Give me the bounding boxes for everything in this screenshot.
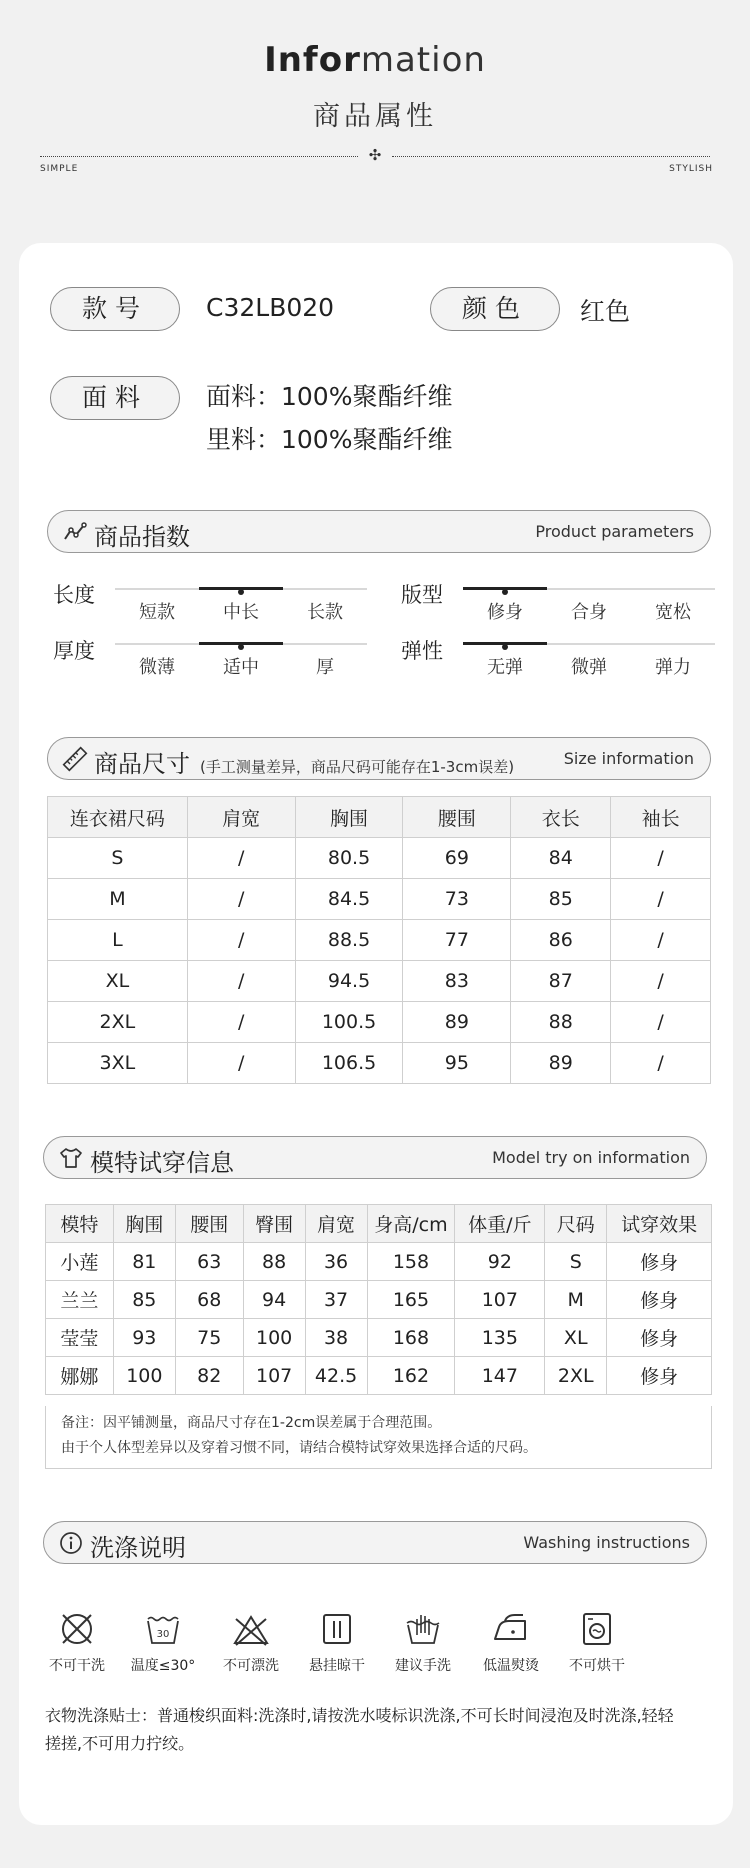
- tag-simple: SIMPLE: [40, 164, 79, 174]
- size-header-cell: 袖长: [611, 797, 711, 838]
- wash-label-hand-wash: 建议手洗: [395, 1658, 451, 1674]
- size-table-row: [48, 838, 711, 879]
- params-title: 商品指数: [94, 523, 190, 551]
- model-table-cell: 158: [367, 1243, 455, 1281]
- size-table-cell: 87: [511, 961, 611, 1002]
- fabric-line-2: 里料：100%聚酯纤维: [206, 425, 453, 454]
- low-iron-icon: [491, 1609, 531, 1649]
- model-table-cell: 82: [175, 1357, 243, 1395]
- wash-item-no-bleach: [205, 1609, 297, 1675]
- tshirt-icon: [58, 1145, 84, 1171]
- model-table: [45, 1204, 712, 1395]
- size-table-cell: 89: [511, 1043, 611, 1084]
- hand-wash-icon: [403, 1609, 443, 1649]
- model-table-cell: 68: [175, 1281, 243, 1319]
- param-label-1: 版型: [401, 583, 443, 607]
- size-table-cell: XL: [48, 961, 188, 1002]
- model-table-cell: 38: [305, 1319, 367, 1357]
- model-header-cell: 腰围: [175, 1205, 243, 1243]
- param-option-0-2: 长款: [307, 602, 343, 623]
- params-section-header: [47, 510, 711, 553]
- model-table-row: [46, 1281, 712, 1319]
- color-label: 颜色: [430, 287, 560, 331]
- model-header-cell: 模特: [46, 1205, 114, 1243]
- param-option-3-0: 无弹: [487, 657, 523, 678]
- hang-dry-icon: [317, 1609, 357, 1649]
- param-selected-dot-0: [238, 589, 244, 595]
- model-table-row: [46, 1357, 712, 1395]
- model-header-cell: 身高/cm: [367, 1205, 455, 1243]
- model-header-cell: 臀围: [243, 1205, 305, 1243]
- header-title: [0, 40, 750, 80]
- model-table-cell: 36: [305, 1243, 367, 1281]
- wash-label-low-iron: 低温熨烫: [483, 1658, 539, 1674]
- param-label-3: 弹性: [401, 639, 443, 663]
- size-table-cell: /: [187, 1043, 295, 1084]
- model-note-2: 由于个人体型差异以及穿着习惯不同，请结合模特试穿效果选择合适的尺码。: [61, 1440, 537, 1456]
- size-header-row: [48, 797, 711, 838]
- style-number-value: C32LB020: [206, 293, 335, 322]
- size-header-cell: 连衣裙尺码: [48, 797, 188, 838]
- size-title: [94, 744, 514, 779]
- model-header-cell: 试穿效果: [607, 1205, 712, 1243]
- model-table-cell: S: [545, 1243, 607, 1281]
- model-table-cell: 162: [367, 1357, 455, 1395]
- size-table-cell: 2XL: [48, 1002, 188, 1043]
- cross-ornament-icon: ✣: [368, 146, 382, 164]
- wash-label-hang-dry: 悬挂晾干: [309, 1658, 365, 1674]
- size-header-cell: 肩宽: [187, 797, 295, 838]
- model-table-cell: 修身: [607, 1319, 712, 1357]
- param-option-1-1: 合身: [571, 602, 607, 623]
- model-table-cell: 107: [455, 1281, 545, 1319]
- model-table-cell: 168: [367, 1319, 455, 1357]
- trend-chart-icon: [62, 519, 88, 545]
- model-table-cell: 2XL: [545, 1357, 607, 1395]
- color-value: 红色: [580, 297, 631, 326]
- model-note-1: 备注：因平铺测量，商品尺寸存在1-2cm误差属于合理范围。: [61, 1415, 442, 1431]
- wash-label-no-dry-clean: 不可干洗: [49, 1658, 105, 1674]
- param-option-1-2: 宽松: [655, 602, 691, 623]
- size-title-text: 商品尺寸: [94, 750, 190, 778]
- size-table-cell: 77: [403, 920, 511, 961]
- size-table-cell: 88: [511, 1002, 611, 1043]
- param-option-2-0: 微薄: [139, 657, 175, 678]
- param-option-1-0: 修身: [487, 602, 523, 623]
- washing-title-en: Washing instructions: [523, 1533, 690, 1552]
- model-table-cell: 165: [367, 1281, 455, 1319]
- model-table-cell: 75: [175, 1319, 243, 1357]
- wash-temp-number: 30: [156, 1629, 170, 1640]
- model-table-cell: 莹莹: [46, 1319, 114, 1357]
- model-table-cell: 63: [175, 1243, 243, 1281]
- param-selected-dot-3: [502, 644, 508, 650]
- wash-item-low-iron: [465, 1609, 557, 1675]
- model-table-cell: 修身: [607, 1357, 712, 1395]
- model-header-cell: 尺码: [545, 1205, 607, 1243]
- size-section-header: [47, 737, 711, 780]
- divider-left: [40, 156, 358, 157]
- style-number-label: 款号: [50, 287, 180, 331]
- wash-label-temp: 温度≤30°: [130, 1658, 196, 1674]
- size-table-row: [48, 920, 711, 961]
- param-selected-dot-1: [502, 589, 508, 595]
- wash-label-no-bleach: 不可漂洗: [223, 1658, 279, 1674]
- size-table-cell: 84.5: [295, 879, 403, 920]
- header-title-bold: Infor: [264, 40, 361, 80]
- tag-stylish: STYLISH: [669, 164, 713, 174]
- model-table-cell: 94: [243, 1281, 305, 1319]
- model-table-cell: 兰兰: [46, 1281, 114, 1319]
- model-table-cell: 93: [113, 1319, 175, 1357]
- model-header-cell: 肩宽: [305, 1205, 367, 1243]
- model-table-cell: 小莲: [46, 1243, 114, 1281]
- size-table-cell: 3XL: [48, 1043, 188, 1084]
- wash-item-no-dry-clean: [31, 1609, 123, 1675]
- param-option-3-2: 弹力: [655, 657, 691, 678]
- size-table-cell: /: [187, 879, 295, 920]
- washing-tip: [45, 1702, 717, 1758]
- model-section-header: [43, 1136, 707, 1179]
- model-table-cell: 37: [305, 1281, 367, 1319]
- washing-section-header: [43, 1521, 707, 1564]
- model-table-cell: M: [545, 1281, 607, 1319]
- size-table-cell: M: [48, 879, 188, 920]
- model-header-row: [46, 1205, 712, 1243]
- model-table-cell: 42.5: [305, 1357, 367, 1395]
- size-table-cell: /: [187, 838, 295, 879]
- wash-item-temp: [117, 1609, 209, 1675]
- size-table-cell: /: [187, 920, 295, 961]
- param-label-0: 长度: [53, 583, 95, 607]
- param-option-0-1: 中长: [223, 602, 259, 623]
- size-table-cell: S: [48, 838, 188, 879]
- model-title-en: Model try on information: [492, 1148, 690, 1167]
- size-header-cell: 胸围: [295, 797, 403, 838]
- no-tumble-dry-icon: [577, 1609, 617, 1649]
- model-table-cell: 135: [455, 1319, 545, 1357]
- size-table-cell: /: [611, 920, 711, 961]
- model-title: 模特试穿信息: [90, 1149, 234, 1177]
- divider-right: [392, 156, 710, 157]
- param-option-2-1: 适中: [223, 657, 259, 678]
- params-title-en: Product parameters: [535, 522, 694, 541]
- model-table-cell: 修身: [607, 1243, 712, 1281]
- param-label-2: 厚度: [53, 639, 95, 663]
- size-table-cell: 84: [511, 838, 611, 879]
- size-table-cell: 94.5: [295, 961, 403, 1002]
- model-table-row: [46, 1243, 712, 1281]
- param-option-3-1: 微弹: [571, 657, 607, 678]
- param-option-0-0: 短款: [139, 602, 175, 623]
- model-table-cell: 娜娜: [46, 1357, 114, 1395]
- model-table-cell: 92: [455, 1243, 545, 1281]
- model-table-cell: 147: [455, 1357, 545, 1395]
- size-table-cell: 69: [403, 838, 511, 879]
- size-table-cell: /: [187, 961, 295, 1002]
- model-table-cell: 85: [113, 1281, 175, 1319]
- model-table-cell: 修身: [607, 1281, 712, 1319]
- size-table-cell: L: [48, 920, 188, 961]
- size-table-cell: 73: [403, 879, 511, 920]
- washing-tip-line-2: 搓搓,不可用力拧绞。: [45, 1734, 195, 1753]
- model-table-cell: 88: [243, 1243, 305, 1281]
- wash-item-no-tumble-dry: [551, 1609, 643, 1675]
- size-table-cell: /: [611, 838, 711, 879]
- fabric-line-1: 面料：100%聚酯纤维: [206, 382, 453, 411]
- model-header-cell: 体重/斤: [455, 1205, 545, 1243]
- model-table-cell: 100: [113, 1357, 175, 1395]
- size-table-row: [48, 1002, 711, 1043]
- washing-tip-line-1: 衣物洗涤贴士：普通梭织面料:洗涤时,请按洗水唛标识洗涤,不可长时间浸泡及时洗涤,轻轻: [45, 1706, 674, 1725]
- no-dry-clean-icon: [57, 1609, 97, 1649]
- size-table: [47, 796, 711, 1084]
- wash-30-icon: [143, 1609, 183, 1649]
- info-circle-icon: [58, 1530, 84, 1556]
- size-table-cell: 86: [511, 920, 611, 961]
- size-table-row: [48, 1043, 711, 1084]
- wash-item-hand-wash: [377, 1609, 469, 1675]
- wash-item-hang-dry: [291, 1609, 383, 1675]
- header-title-light: mation: [360, 40, 486, 80]
- fabric-label: 面料: [50, 376, 180, 420]
- no-bleach-icon: [231, 1609, 271, 1649]
- washing-title: 洗涤说明: [90, 1534, 186, 1562]
- model-table-row: [46, 1319, 712, 1357]
- size-table-cell: /: [611, 879, 711, 920]
- size-table-cell: /: [611, 1043, 711, 1084]
- size-table-cell: 106.5: [295, 1043, 403, 1084]
- size-header-cell: 腰围: [403, 797, 511, 838]
- size-table-row: [48, 879, 711, 920]
- size-table-cell: 83: [403, 961, 511, 1002]
- size-table-cell: /: [611, 1002, 711, 1043]
- param-option-2-2: 厚: [316, 657, 334, 678]
- model-header-cell: 胸围: [113, 1205, 175, 1243]
- size-table-cell: 85: [511, 879, 611, 920]
- model-table-cell: 81: [113, 1243, 175, 1281]
- model-table-cell: 100: [243, 1319, 305, 1357]
- ruler-icon: [62, 746, 88, 772]
- info-card: [19, 243, 733, 1825]
- wash-label-no-tumble-dry: 不可烘干: [569, 1658, 625, 1674]
- model-table-cell: XL: [545, 1319, 607, 1357]
- size-header-cell: 衣长: [511, 797, 611, 838]
- size-table-cell: 89: [403, 1002, 511, 1043]
- param-selected-dot-2: [238, 644, 244, 650]
- header-subtitle: 商品属性: [313, 101, 437, 132]
- model-table-cell: 107: [243, 1357, 305, 1395]
- size-table-cell: 95: [403, 1043, 511, 1084]
- size-table-cell: /: [611, 961, 711, 1002]
- size-title-en: Size information: [563, 749, 694, 768]
- size-table-row: [48, 961, 711, 1002]
- size-table-cell: 80.5: [295, 838, 403, 879]
- size-note: (手工测量差异，商品尺码可能存在1-3cm误差): [200, 758, 515, 776]
- size-table-cell: 100.5: [295, 1002, 403, 1043]
- size-table-cell: /: [187, 1002, 295, 1043]
- size-table-cell: 88.5: [295, 920, 403, 961]
